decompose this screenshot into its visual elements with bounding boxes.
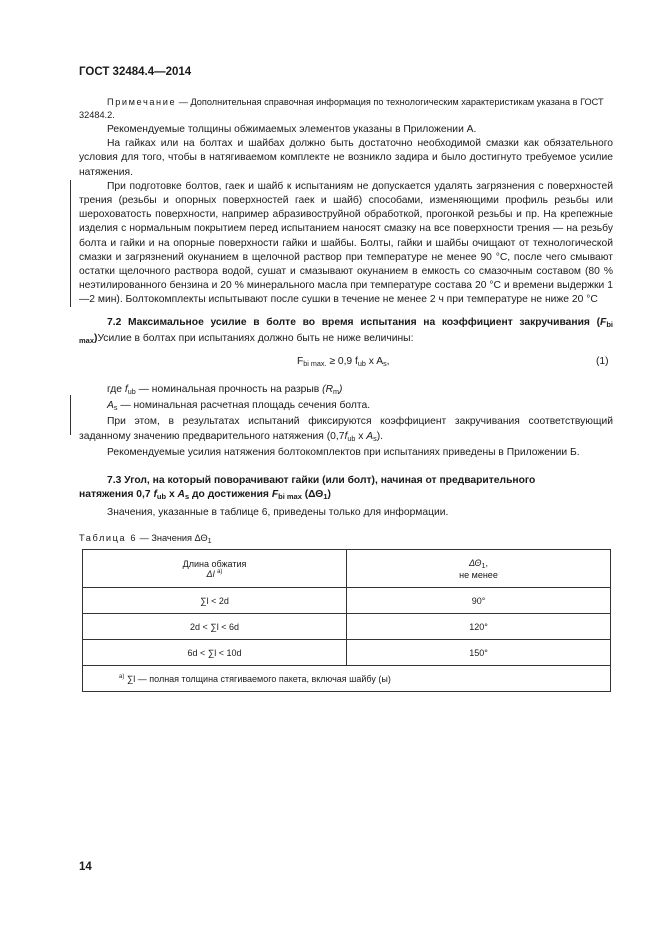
table-6 bbox=[82, 549, 611, 692]
paragraph: Рекомендуемые усилия натяжения болтокомплектов при испытаниях приведены в Приложении Б. bbox=[107, 446, 580, 458]
table-cell: 120° bbox=[347, 614, 611, 640]
change-bar bbox=[70, 395, 71, 435]
note-label: Примечание bbox=[107, 97, 177, 107]
note-text: — Дополнительная справочная информация по технологическим характеристикам указана в ГОСТ 32484.2. bbox=[79, 97, 604, 120]
table-cell: 90° bbox=[347, 588, 611, 614]
page-number: 14 bbox=[79, 861, 92, 873]
where-block bbox=[79, 383, 613, 460]
section-7-2-title: 7.2 Максимальное усилие в болте во время испытания на коэффициент закручивания (Fbi max)Усилие в болтах при испытаниях должно быть не ниже величины: bbox=[79, 317, 613, 346]
change-bar bbox=[70, 180, 71, 307]
table-header-row bbox=[83, 550, 611, 588]
paragraph: На гайках или на болтах и шайбах должно быть достаточно необходимой смазки как обязательного условия для того, чтобы в натягиваемом комплекте не возникло задира и было достигнуто требуемое усилие натяжения. bbox=[79, 138, 613, 178]
body-block-1 bbox=[79, 123, 613, 308]
body-block-4 bbox=[79, 506, 613, 520]
document-header: ГОСТ 32484.4—2014 bbox=[79, 66, 192, 78]
table-header-cell: Длина обжатия Δl $^{a)}$ bbox=[83, 550, 347, 588]
section-7-2 bbox=[79, 316, 613, 348]
paragraph: При этом, в результатах испытаний фиксируются коэффициент закручивания соответствующий заданному значению предварительного натяжения ($0,7f_{ub}$ x $A_s$). bbox=[79, 416, 613, 443]
table-footnote-row bbox=[83, 666, 611, 692]
paragraph: Рекомендуемые толщины обжимаемых элементов указаны в Приложении А. bbox=[107, 124, 477, 135]
paragraph: При подготовке болтов, гаек и шайб к испытаниям не допускается удалять загрязнения с поверхностей трения (резьбы и опорных поверхностей гаек и шайб) способами, изменяющими профиль резьбы или шероховатость поверхности, например абразивоструйной обработкой, прогонкой резьбы и пр. На крепежные изделия с нормальным покрытием перед испытанием наносят смазку на все поверхности трения — на резьбу болта и гайки и на опорные поверхности гайки и шайбы. Болты, гайки и шайбы очищают от технологической смазки и загрязнений окунанием в щелочной раствор при температуре не менее 90 °С, после чего смывают остатки щелочного раствора водой, сушат и смазывают окунанием в емкость со смазочным составом (80 % неэтилированного бензина и 20 % минерального масла при температуре состава 20 °С и времени выдержки 1—2 мин). Болтокомплекты испытывают после сушки в течение не менее 2 ч при температуре не ниже 20 °С bbox=[79, 180, 613, 306]
where-line-2: $A_s$ — номинальная расчетная площадь сечения болта. bbox=[107, 400, 371, 413]
table-cell: 150° bbox=[347, 640, 611, 666]
table-row bbox=[83, 614, 611, 640]
table-cell: 2d < ∑l < 6d bbox=[83, 614, 347, 640]
table-cell: 6d < ∑l < 10d bbox=[83, 640, 347, 666]
paragraph: Значения, указанные в таблице 6, приведены только для информации. bbox=[107, 507, 449, 518]
table-header-cell: $\Delta\Theta_1$, не менее bbox=[347, 550, 611, 588]
table-caption: Таблица 6 — Значения $\Delta\Theta_1$ bbox=[79, 533, 212, 545]
formula-number: (1) bbox=[596, 356, 609, 367]
section-7-3-title: 7.3 Угол, на который поворачивают гайки (или болт), начиная от предварительного натяжения 0,7 fub x As до достижения Fbi max (ΔΘ1) bbox=[79, 475, 536, 502]
table-row bbox=[83, 640, 611, 666]
table-row bbox=[83, 588, 611, 614]
where-line-1: где $f_{ub}$ — номинальная прочность на разрыв $(R_m)$ bbox=[107, 384, 343, 396]
formula-1: $F_{bi max.} \ge 0,9$ $f_{ub}$ x $A_s$, bbox=[297, 356, 390, 368]
table-footnote: $^{a)}$ ∑l — полная толщина стягиваемого пакета, включая шайбу (ы) bbox=[83, 666, 611, 692]
note bbox=[79, 96, 613, 121]
table-cell: ∑l < 2d bbox=[83, 588, 347, 614]
